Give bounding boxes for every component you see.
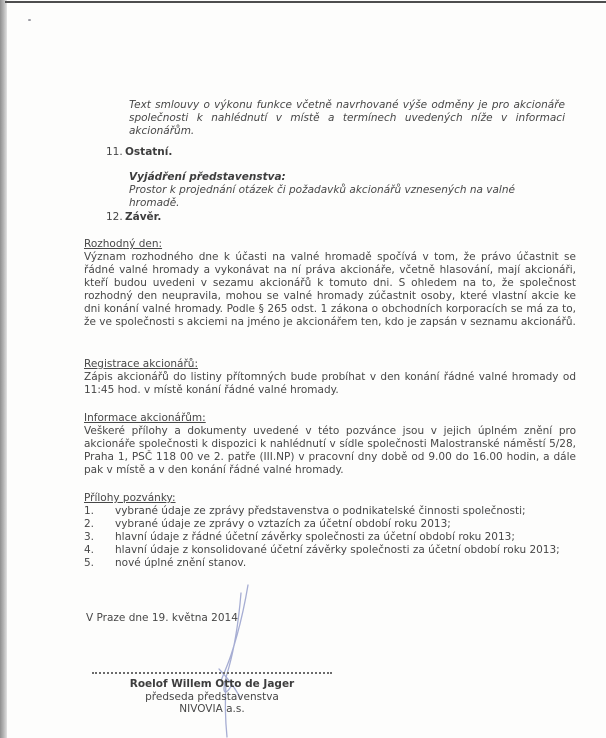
signatory-name: Roelof Willem Otto de Jager <box>129 678 295 690</box>
section-attachments-heading: Přílohy pozvánky: <box>84 492 176 504</box>
signatory-role: předseda představenstva <box>145 690 279 703</box>
scan-speck <box>28 19 31 21</box>
board-statement-text: Prostor k projednání otázek či požadavků akcionářů vznesených na valné hromadě. <box>129 184 515 209</box>
section-registration-heading: Registrace akcionářů: <box>84 358 199 370</box>
agenda-item-12 <box>106 211 161 224</box>
agenda-item-11-title: Ostatní. <box>125 146 173 158</box>
attachment-list-item <box>84 544 576 557</box>
section-shareholder-info-heading: Informace akcionářům: <box>84 412 206 424</box>
signature-dotted-line <box>92 659 332 674</box>
attachment-list-item <box>84 518 576 531</box>
agenda-item-12-number: 12. <box>106 211 123 223</box>
agenda-item-11-number: 11. <box>106 146 123 158</box>
attachment-item-text: hlavní údaje z řádné účetní závěrky společnosti za účetní období roku 2013; <box>115 531 515 543</box>
attachment-item-number: 2. <box>84 518 95 530</box>
scan-edge-shadow <box>0 0 7 738</box>
section-record-date-heading: Rozhodný den: <box>84 238 163 250</box>
section-shareholder-info <box>84 412 576 477</box>
attachment-item-text: vybrané údaje ze zprávy o vztazích za účetní období roku 2013; <box>115 518 451 530</box>
attachment-list-item <box>84 505 576 518</box>
attachment-item-text: hlavní údaje z konsolidované účetní závěrky společnosti za účetní období roku 2013; <box>115 544 560 556</box>
board-statement <box>129 171 565 210</box>
attachment-item-text: vybrané údaje ze zprávy představenstva o podnikatelské činnosti společnosti; <box>115 505 526 517</box>
attachment-item-number: 1. <box>84 505 95 517</box>
section-registration-body: Zápis akcionářů do listiny přítomných bude probíhat v den konání řádné valné hromady od 11:45 hod. v místě konání řádné valné hromady. <box>84 371 576 396</box>
attachment-item-number: 3. <box>84 531 95 543</box>
agenda-item-12-title: Závěr. <box>125 211 162 223</box>
signatory-company: NIVOVIA a.s. <box>179 703 245 715</box>
attachment-item-number: 4. <box>84 544 95 556</box>
section-registration <box>84 358 576 397</box>
attachment-item-text: nové úplné znění stanov. <box>115 557 247 569</box>
attachment-list-item <box>84 557 576 570</box>
dateline: V Praze dne 19. května 2014 <box>86 612 238 624</box>
attachment-item-number: 5. <box>84 557 95 569</box>
section-record-date-body: Význam rozhodného dne k účasti na valné hromadě spočívá v tom, že právo účastnit se řádné valné hromady a vykonávat na ní práva akcionáře, včetně hlasování, mají akcionáři, kteří budou uvedeni v sezamu akcionářů k tomuto dni. S ohledem na to, že společnost rozhodný den neupravila, mohou se valné hromady zúčastnit osoby, které vlastní akcie ke dni konání valné hromady. Podle § 265 odst. 1 zákona o obchodních korporacích se má za to, že ve společnosti s akciemi na jméno je akcionářem ten, kdo je zapsán v seznamu akcionářů. <box>84 251 576 328</box>
board-statement-label: Vyjádření představenstva: <box>129 171 286 183</box>
section-shareholder-info-body: Veškeré přílohy a dokumenty uvedené v této pozvánce jsou v jejich úplném znění pro akcionáře společnosti k dispozici k nahlédnutí v sídle společnosti Malostranské náměstí 5/28, Praha 1, PSČ 118 00 ve 2. patře (III.NP) v pracovní dny době od 9.00 do 16.00 hodin, a dále pak v místě a v den konání řádné valné hromady. <box>84 425 576 476</box>
signature-block <box>92 678 332 716</box>
remuneration-note-paragraph: Text smlouvy o výkonu funkce včetně navrhované výše odměny je pro akcionáře společnosti k nahlédnutí v místě a termínech uvedených níže v informaci akcionářům. <box>129 98 565 137</box>
agenda-item-11 <box>106 146 172 159</box>
section-attachments <box>84 492 576 570</box>
section-record-date <box>84 238 576 329</box>
attachment-list-item <box>84 531 576 544</box>
page-top-border <box>5 1 606 3</box>
